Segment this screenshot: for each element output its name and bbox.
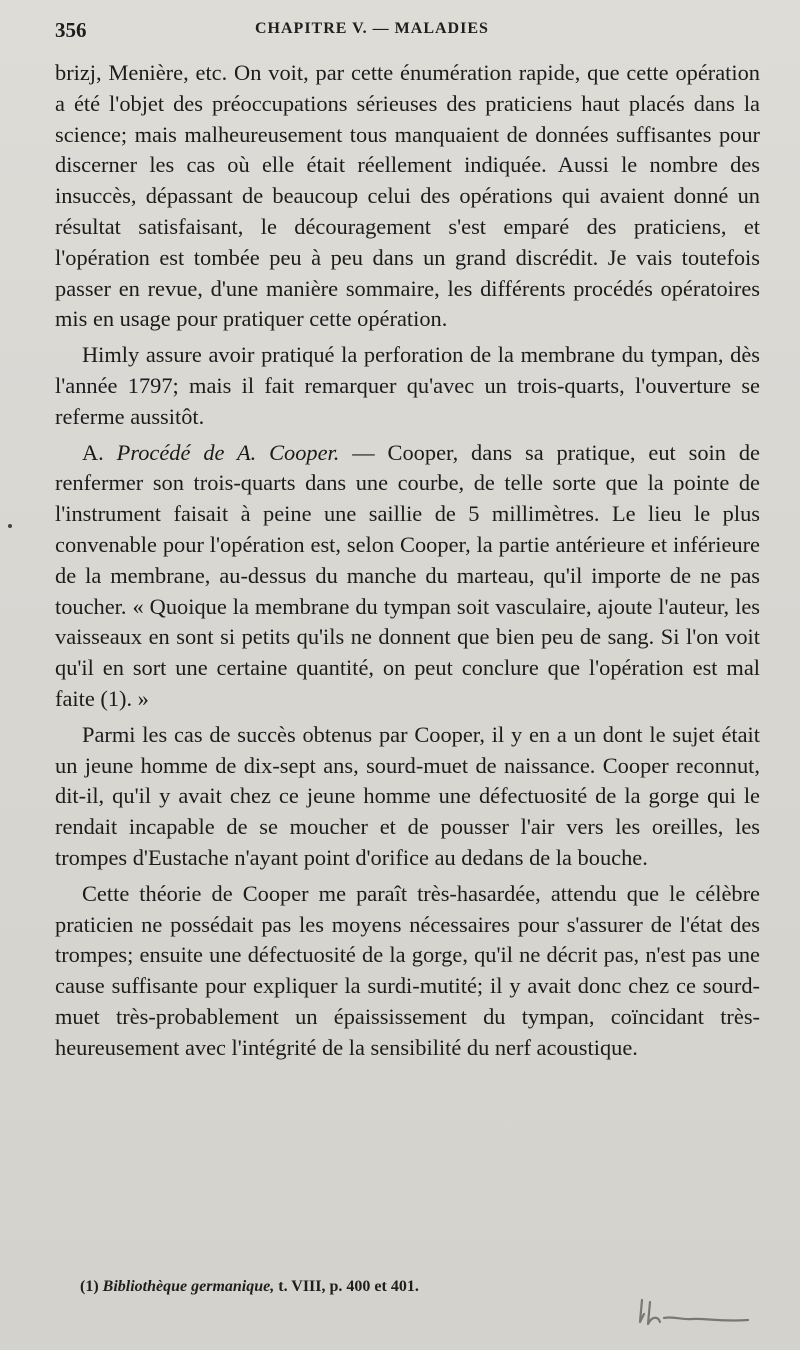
footnote-source: Bibliothèque germanique, [102, 1278, 275, 1295]
page-header [55, 18, 760, 42]
body-text [55, 58, 760, 1064]
paragraph-himly: Himly assure avoir pratiqué la perforation de la membrane du tympan, dès l'année 1797; mais il fait remarquer qu'avec un trois-quarts, l'ouverture se referme aussitôt. [55, 342, 760, 429]
paragraph-success-case: Parmi les cas de succès obtenus par Cooper, il y en a un dont le sujet était un jeune homme de dix-sept ans, sourd-muet de naissance. Cooper reconnut, dit-il, qu'il y avait chez ce jeune homme une défectuosité de la gorge qui le rendait incapable de se moucher et de pousser l'air vers les oreilles, les trompes d'Eustache n'ayant point d'orifice au dedans de la bouche. [55, 721, 760, 870]
procedure-title: Procédé de A. Cooper. [116, 439, 340, 465]
footnote-details: t. VIII, p. 400 et 401. [274, 1278, 419, 1295]
running-head: CHAPITRE V. — MALADIES [255, 20, 489, 37]
page-number: 356 [55, 18, 87, 42]
procedure-text: — Cooper, dans sa pratique, eut soin de renfermer son trois-quarts dans une courbe, de telle sorte que la pointe de l'instrument faisait à peine une saillie de 5 millimètres. Le lieu le plus convenable pour l'opération est, selon Cooper, la partie antérieure et inférieure de la membrane, au-dessus du manche du marteau, qu'il importe de ne pas toucher. « Quoique la membrane du tympan soit vasculaire, ajoute l'auteur, les vaisseaux en sont si petits qu'ils ne donnent que bien peu de sang. Si l'on voit qu'il en sort une certaine quantité, on peut conclure que l'opération est mal faite (1). » [55, 439, 760, 711]
handwritten-mark [630, 1292, 770, 1332]
paragraph-theory: Cette théorie de Cooper me paraît très-hasardée, attendu que le célèbre praticien ne possédait pas les moyens nécessaires pour s'assurer de l'état des trompes; ensuite une défectuosité de la gorge, qu'il ne décrit pas, n'est pas une cause suffisante pour expliquer la surdi-mutité; il y avait donc chez ce sourd-muet très-probablement un épaississement du tympan, coïncidant très-heureusement avec l'intégrité de la sensibilité du nerf acoustique. [55, 880, 760, 1060]
footnote-marker: (1) [80, 1278, 99, 1295]
margin-dot [8, 524, 12, 528]
paragraph-intro: brizj, Menière, etc. On voit, par cette énumération rapide, que cette opération a été l'objet des préoccupations sérieuses des praticiens haut placés dans la science; mais malheureusement tous manquaient de données suffisantes pour discerner les cas où elle était réellement indiquée. Aussi le nombre des insuccès, dépassant de beaucoup celui des opérations qui avaient donné un résultat satisfaisant, le découragement s'est emparé des praticiens, et l'opération est tombée peu à peu dans un grand discrédit. Je vais toutefois passer en revue, d'une manière sommaire, les différents procédés opératoires mis en usage pour pratiquer cette opération. [55, 60, 760, 332]
procedure-label: A. [82, 439, 104, 465]
paragraph-procedure-cooper [55, 438, 760, 715]
